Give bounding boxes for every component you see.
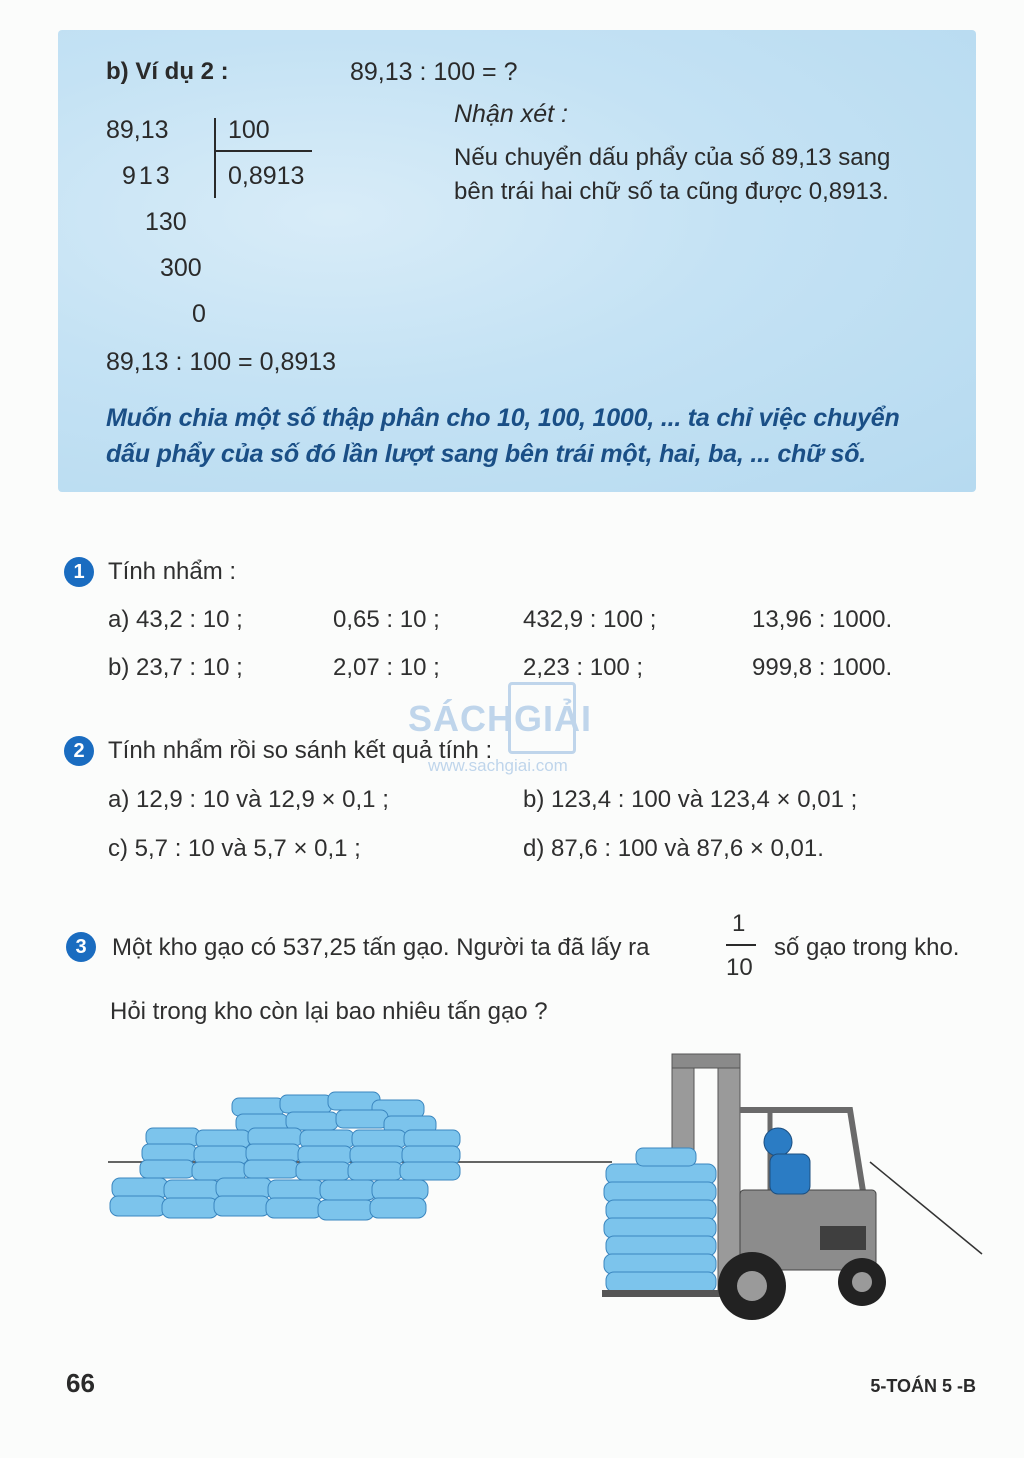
exercise-2-item: d) 87,6 : 100 và 87,6 × 0,01. xyxy=(523,835,824,862)
exercise-1-item: 2,23 : 100 ; xyxy=(523,654,644,681)
exercise-1-item: 999,8 : 1000. xyxy=(752,654,893,681)
rule-line: Muốn chia một số thập phân cho 10, 100, 1000, ... ta chỉ việc chuyển xyxy=(106,404,900,432)
division-step: 0 xyxy=(192,300,206,328)
fraction-denominator: 10 xyxy=(726,954,753,981)
exercise-1-badge: 1 xyxy=(64,557,94,587)
floor-edge-line xyxy=(870,1162,982,1254)
division-divisor: 100 xyxy=(228,116,270,144)
fraction-bar xyxy=(726,944,756,946)
division-dividend: 89,13 xyxy=(106,116,169,144)
page-number: 66 xyxy=(66,1368,95,1398)
exercise-2-badge: 2 xyxy=(64,736,94,766)
exercise-3-question: Hỏi trong kho còn lại bao nhiêu tấn gạo ? xyxy=(110,998,548,1025)
example-problem: 89,13 : 100 = ? xyxy=(350,58,518,86)
rice-bag-pile xyxy=(110,1092,460,1220)
exercise-2-item: c) 5,7 : 10 và 5,7 × 0,1 ; xyxy=(108,835,361,862)
remark-line: Nếu chuyển dấu phẩy của số 89,13 sang xyxy=(454,144,891,171)
exercise-3-badge: 3 xyxy=(66,932,96,962)
watermark-brand: SÁCHGIẢI xyxy=(408,698,593,739)
exercise-1-item: 13,96 : 1000. xyxy=(752,606,893,633)
exercise-3-text: số gạo trong kho. xyxy=(774,934,960,961)
exercise-2-title: Tính nhẩm rồi so sánh kết quả tính : xyxy=(108,737,493,764)
example-heading: b) Ví dụ 2 : xyxy=(106,58,229,85)
division-horizontal-line xyxy=(214,150,312,152)
exercise-1-item: 0,65 : 10 ; xyxy=(333,606,440,633)
division-step: 300 xyxy=(160,254,202,282)
exercise-3-text: Một kho gạo có 537,25 tấn gạo. Người ta đã lấy ra xyxy=(112,934,650,961)
exercise-1-item: 432,9 : 100 ; xyxy=(523,606,657,633)
division-quotient: 0,8913 xyxy=(228,162,305,190)
watermark xyxy=(408,682,618,782)
division-result: 89,13 : 100 = 0,8913 xyxy=(106,348,337,376)
watermark-url: www.sachgiai.com xyxy=(428,756,568,775)
division-step: 913 xyxy=(122,162,173,190)
rule-line: dấu phẩy của số đó lần lượt sang bên trái một, hai, ba, ... chữ số. xyxy=(106,440,867,468)
exercise-1-title: Tính nhẩm : xyxy=(108,558,237,585)
exercise-2-item: a) 12,9 : 10 và 12,9 × 0,1 ; xyxy=(108,786,389,813)
remark-line: bên trái hai chữ số ta cũng được 0,8913. xyxy=(454,178,889,205)
exercise-1-item: 2,07 : 10 ; xyxy=(333,654,440,681)
rice-warehouse-illustration xyxy=(0,1040,1024,1340)
division-step: 130 xyxy=(145,208,187,236)
fraction-numerator: 1 xyxy=(732,910,746,937)
division-vertical-line xyxy=(214,118,216,198)
forklift-icon xyxy=(602,1054,886,1320)
exercise-1-item: b) 23,7 : 10 ; xyxy=(108,654,243,681)
book-code: 5-TOÁN 5 -B xyxy=(870,1376,976,1396)
remark-title: Nhận xét : xyxy=(454,100,568,128)
exercise-2-item: b) 123,4 : 100 và 123,4 × 0,01 ; xyxy=(523,786,858,813)
exercise-1-item: a) 43,2 : 10 ; xyxy=(108,606,243,633)
